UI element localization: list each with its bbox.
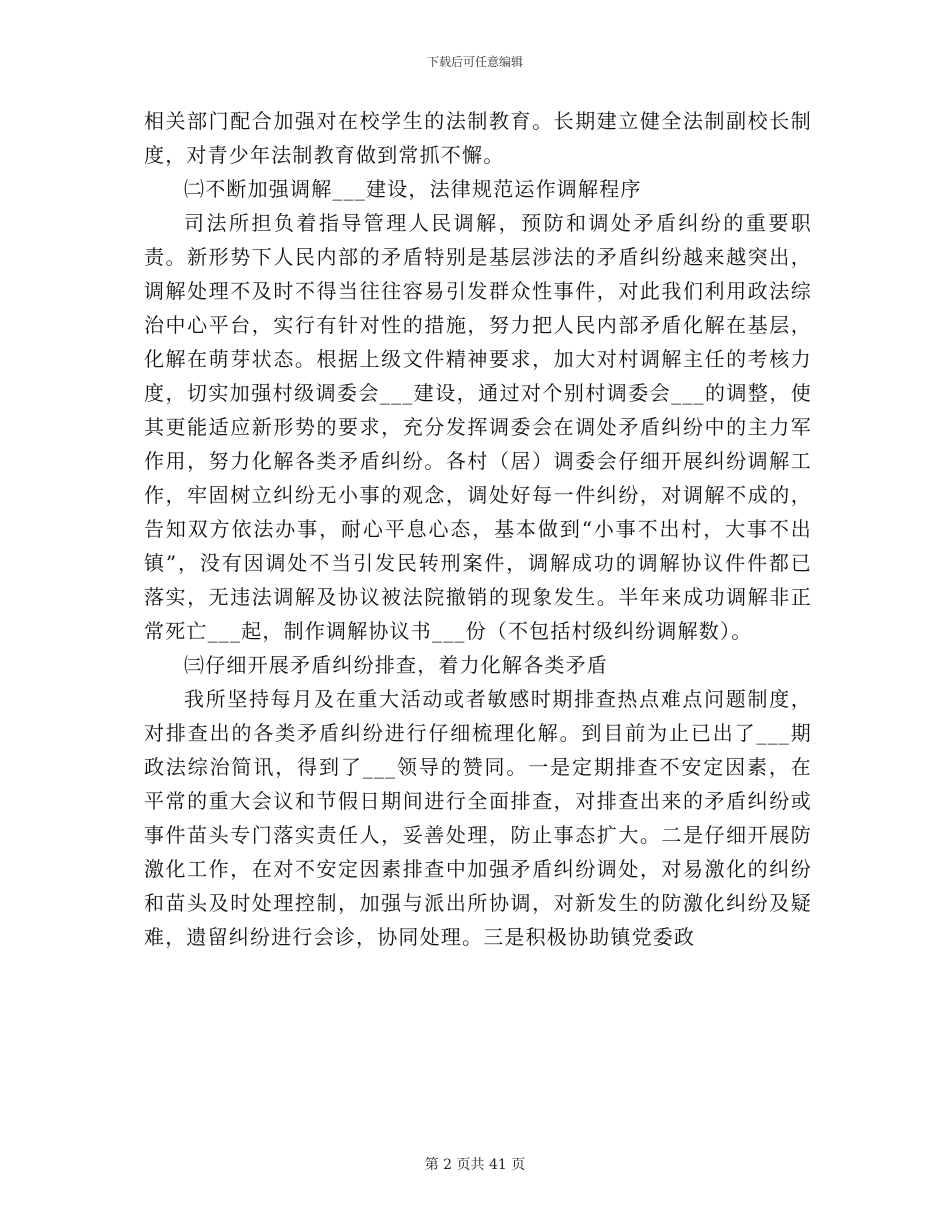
paragraph-3: 司法所担负着指导管理人民调解，预防和调处矛盾纠纷的重要职责。新形势下人民内部的矛盾特别是基层涉法的矛盾纠纷越来越突出，调解处理不及时不得当往往容易引发群众性事件，对此我们利用政法综治中心平台，实行有针对性的措施，努力把人民内部矛盾化解在基层，化解在萌芽状态。根据上级文件精神要求，加大对村调解主任的考核力度，切实加强村级调委会___建设，通过对个别村调委会___的调整，使其更能适应新形势的要求，充分发挥调委会在调处矛盾纠纷中的主力军作用，努力化解各类矛盾纠纷。各村（居）调委会仔细开展纠纷调解工作，牢固树立纠纷无小事的观念，调处好每一件纠纷，对调解不成的，告知双方依法办事，耐心平息心态，基本做到“小事不出村，大事不出镇”，没有因调处不当引发民转刑案件，调解成功的调解协议件件都已落实，无违法调解及协议被法院撤销的现象发生。半年来成功调解非正常死亡___起，制作调解协议书___份（不包括村级纠纷调解数）。	[144, 211, 812, 643]
page-footer: 第 2 页共 41 页	[424, 1157, 526, 1173]
section-heading-2: ㈡不断加强调解___建设，法律规范运作调解程序	[184, 177, 642, 201]
section-heading-3: ㈢仔细开展矛盾纠纷排查，着力化解各类矛盾	[184, 653, 608, 677]
paragraph-1: 相关部门配合加强对在校学生的法制教育。长期建立健全法制副校长制度，对青少年法制教育做到常抓不懈。	[144, 109, 812, 167]
document-body	[144, 104, 812, 954]
page-header: 下载后可任意编辑	[426, 55, 523, 69]
paragraph-5: 我所坚持每月及在重大活动或者敏感时期排查热点难点问题制度，对排查出的各类矛盾纠纷进行仔细梳理化解。到目前为止已出了___期政法综治简讯，得到了___领导的赞同。一是定期排查不安定因素，在平常的重大会议和节假日期间进行全面排查，对排查出来的矛盾纠纷或事件苗头专门落实责任人，妥善处理，防止事态扩大。二是仔细开展防激化工作，在对不安定因素排查中加强矛盾纠纷调处，对易激化的纠纷和苗头及时处理控制，加强与派出所协调，对新发生的防激化纠纷及疑难，遗留纠纷进行会诊，协同处理。三是积极协助镇党委政	[144, 687, 812, 949]
